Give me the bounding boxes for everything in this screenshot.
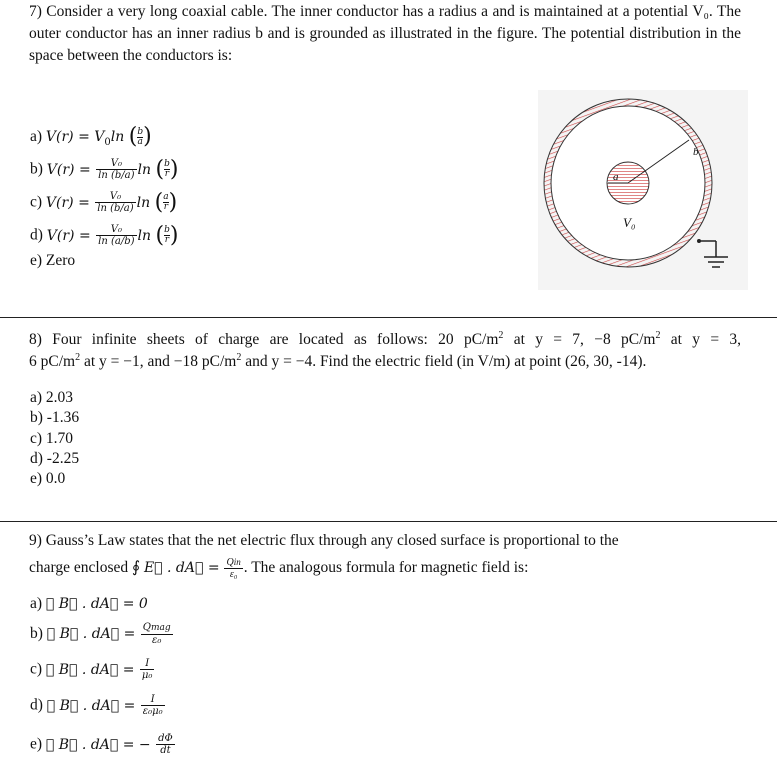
question-8-line-1: 8) Four infinite sheets of charge are located as follows: 20 $pC/m^2$ at y = 7, −8 $pC/m^2$ at y = 3, <box>29 330 741 349</box>
option-label: e) <box>30 735 43 753</box>
option-formula: ∮ B⃗ . dA⃗ = $\frac{I}{\text{ε₀μ₀}}$ <box>46 694 163 717</box>
question-9-line-2: charge enclosed ∮ E⃗ . dA⃗ = $\frac{\text{Qin}}{\text{ε₀}}$ . The analogous formula for magnetic field is: <box>29 557 529 580</box>
q9-option-b[interactable] <box>30 622 174 646</box>
option-label: d) <box>30 226 43 244</box>
label-b: b <box>693 146 699 158</box>
q7-option-d[interactable] <box>30 224 178 247</box>
option-formula: ∮ B⃗ . dA⃗ = $\frac{\text{Qmag}}{\text{ε₀}}$ <box>46 622 171 646</box>
q8-option-c[interactable]: c) 1.70 <box>30 430 74 447</box>
q8-option-d[interactable]: d) -2.25 <box>30 450 80 467</box>
question-9-line-1: 9) Gauss’s Law states that the net electric flux through any closed surface is proportional to the <box>29 532 619 549</box>
option-label: c) <box>30 193 43 211</box>
q7-option-b[interactable] <box>30 158 178 181</box>
option-label: c) <box>30 660 43 678</box>
option-label: d) <box>30 696 43 714</box>
ground-node <box>697 239 701 243</box>
option-formula: V(r) = $\frac{\text{V₀}}{\ln (b/a)}$ ln ( $\frac{b}{r}$ ) <box>46 156 179 182</box>
label-v0: V₀ <box>623 215 636 230</box>
q7-option-a[interactable] <box>30 126 152 153</box>
q8-option-e[interactable]: e) 0.0 <box>30 470 66 487</box>
coaxial-cable-figure <box>538 90 748 290</box>
option-formula: ∮ B⃗ . dA⃗ = $\frac{I}{\text{μ₀}}$ <box>45 658 153 681</box>
option-label: a) <box>30 595 43 612</box>
question-8-line-2: 6 $pC/m^2$ at y = −1, and −18 $pC/m^2$ and y = −4. Find the electric field (in V/m) at point (26, 30, -14). <box>29 352 647 371</box>
option-label: a) <box>30 128 43 145</box>
q9-option-d[interactable] <box>30 694 166 717</box>
q9-option-e[interactable] <box>30 733 176 756</box>
divider <box>0 521 777 522</box>
q7-option-e[interactable]: e) Zero <box>30 252 76 269</box>
option-formula: V(r) = $\frac{\text{V₀}}{\ln (b/a)}$ ln ( $\frac{a}{r}$ ) <box>45 189 178 215</box>
question-7-text: 7) Consider a very long coaxial cable. The inner conductor has a radius a and is maintained at a potential V₀. The outer conductor has an inner radius b and is grounded as illustrated in the figure. The potential distribution in the space between the conductors is: <box>29 3 741 64</box>
option-formula: $V(r) = V_0\ln$ ( $\frac{b}{a}$ ) <box>45 124 152 149</box>
q9-option-c[interactable] <box>30 658 155 681</box>
q7-option-c[interactable] <box>30 191 177 214</box>
q9-option-a[interactable] <box>30 594 148 614</box>
option-formula: ∮ B⃗ . dA⃗ = 0 <box>45 596 148 612</box>
q8-option-a[interactable]: a) 2.03 <box>30 389 74 406</box>
label-a: a <box>613 171 619 183</box>
option-label: b) <box>30 625 43 642</box>
option-label: b) <box>30 160 43 178</box>
option-formula: V(r) = $\frac{\text{V₀}}{\ln (a/b)}$ ln ( $\frac{b}{r}$ ) <box>46 222 179 248</box>
divider <box>0 317 777 318</box>
q8-option-b[interactable]: b) -1.36 <box>30 409 80 426</box>
option-formula: ∮ B⃗ . dA⃗ = − $\frac{d\Phi}{dt}$ <box>45 733 173 756</box>
